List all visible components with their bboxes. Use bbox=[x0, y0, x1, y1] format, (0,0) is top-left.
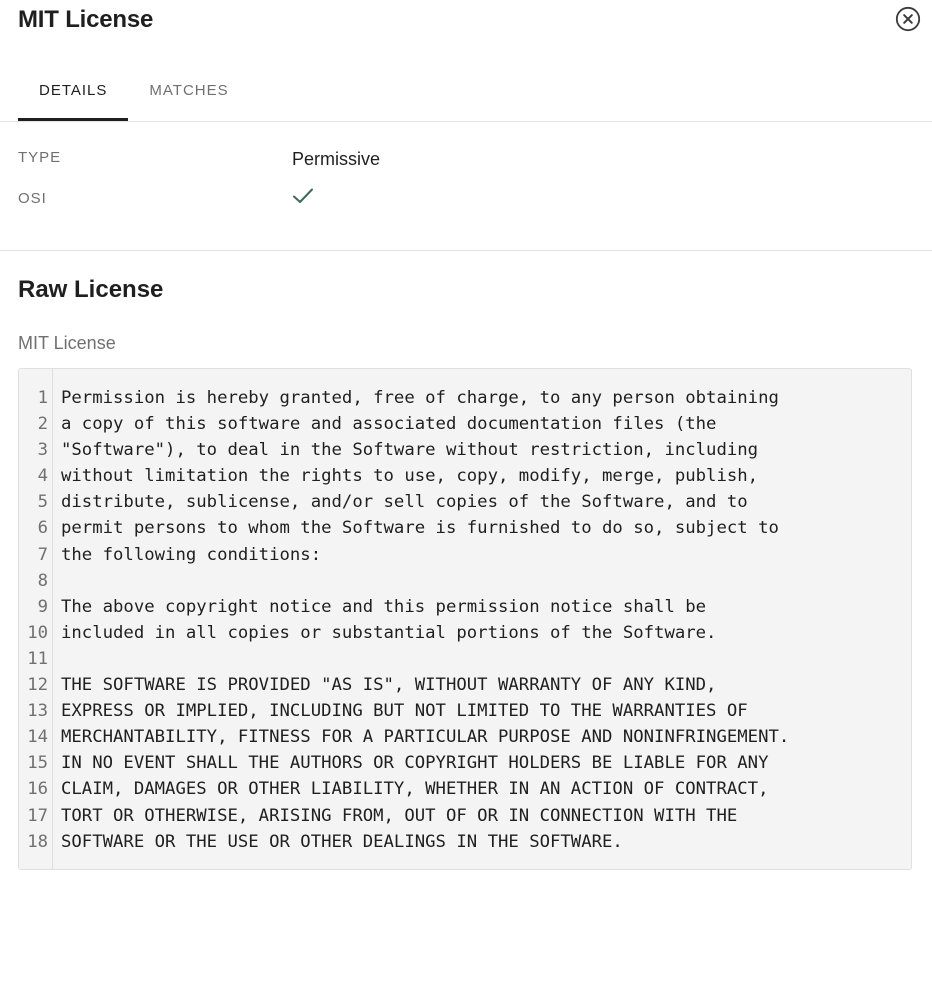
line-number: 2 bbox=[37, 414, 48, 435]
line-number: 1 bbox=[37, 388, 48, 408]
osi-value bbox=[292, 190, 314, 213]
line-number: 10 bbox=[27, 622, 48, 643]
close-circle-icon[interactable] bbox=[895, 6, 921, 32]
checkmark-icon bbox=[292, 187, 314, 205]
line-text: THE SOFTWARE IS PROVIDED "AS IS", WITHOUT WARRANTY OF ANY KIND, bbox=[61, 675, 717, 696]
line-text: "Software"), to deal in the Software without restriction, including bbox=[61, 440, 759, 461]
close-button[interactable] bbox=[895, 6, 921, 32]
raw-license-title: Raw License bbox=[18, 276, 164, 303]
line-number: 6 bbox=[37, 518, 48, 539]
license-code-block[interactable] bbox=[18, 368, 912, 870]
line-number: 4 bbox=[37, 466, 48, 487]
line-text: the following conditions: bbox=[61, 544, 322, 565]
code-line bbox=[19, 542, 911, 568]
page-title: MIT License bbox=[18, 6, 154, 33]
code-line bbox=[19, 385, 911, 411]
line-number: 3 bbox=[37, 440, 48, 461]
line-text: without limitation the rights to use, copy, modify, merge, publish, bbox=[61, 466, 759, 487]
code-lines bbox=[19, 385, 911, 855]
license-properties bbox=[18, 140, 932, 222]
line-number: 15 bbox=[27, 753, 48, 774]
code-line bbox=[19, 463, 911, 489]
code-line bbox=[19, 803, 911, 829]
line-number: 5 bbox=[37, 492, 48, 513]
line-text: included in all copies or substantial portions of the Software. bbox=[61, 622, 717, 643]
code-line bbox=[19, 829, 911, 855]
panel-header bbox=[0, 0, 932, 60]
tab-bar bbox=[18, 60, 932, 121]
code-line bbox=[19, 724, 911, 750]
line-number: 18 bbox=[27, 831, 48, 852]
code-line bbox=[19, 594, 911, 620]
line-text: EXPRESS OR IMPLIED, INCLUDING BUT NOT LIMITED TO THE WARRANTIES OF bbox=[61, 701, 748, 722]
code-line bbox=[19, 568, 911, 594]
line-text: IN NO EVENT SHALL THE AUTHORS OR COPYRIGHT HOLDERS BE LIABLE FOR ANY bbox=[61, 753, 769, 774]
line-text: distribute, sublicense, and/or sell copies of the Software, and to bbox=[61, 492, 748, 513]
line-text: MERCHANTABILITY, FITNESS FOR A PARTICULAR PURPOSE AND NONINFRINGEMENT. bbox=[61, 727, 790, 748]
tab-label: MATCHES bbox=[149, 82, 229, 99]
line-number: 8 bbox=[37, 570, 48, 591]
line-text: CLAIM, DAMAGES OR OTHER LIABILITY, WHETHER IN AN ACTION OF CONTRACT, bbox=[61, 779, 769, 800]
tabs-divider bbox=[0, 121, 932, 122]
property-row-type bbox=[18, 140, 932, 181]
code-line bbox=[19, 750, 911, 776]
tab-label: DETAILS bbox=[39, 82, 108, 99]
property-row-osi bbox=[18, 181, 932, 222]
line-number: 14 bbox=[27, 727, 48, 748]
code-line bbox=[19, 489, 911, 515]
code-line bbox=[19, 698, 911, 724]
line-text: SOFTWARE OR THE USE OR OTHER DEALINGS IN THE SOFTWARE. bbox=[61, 831, 623, 852]
property-key: TYPE bbox=[18, 149, 62, 166]
line-number: 12 bbox=[27, 675, 48, 696]
line-number: 17 bbox=[27, 805, 48, 826]
raw-license-subtitle: MIT License bbox=[18, 333, 116, 353]
code-line bbox=[19, 646, 911, 672]
code-line bbox=[19, 776, 911, 802]
line-text: Permission is hereby granted, free of charge, to any person obtaining bbox=[61, 388, 779, 408]
line-number: 7 bbox=[37, 544, 48, 565]
property-key: OSI bbox=[18, 190, 47, 207]
line-text: permit persons to whom the Software is furnished to do so, subject to bbox=[61, 518, 779, 539]
code-line bbox=[19, 437, 911, 463]
line-number: 11 bbox=[27, 648, 48, 669]
line-number: 16 bbox=[27, 779, 48, 800]
line-number: 9 bbox=[37, 596, 48, 617]
line-number: 13 bbox=[27, 701, 48, 722]
property-value: Permissive bbox=[292, 149, 381, 169]
code-line bbox=[19, 672, 911, 698]
code-line bbox=[19, 411, 911, 437]
section-divider bbox=[0, 250, 932, 251]
tab-details[interactable] bbox=[18, 60, 128, 121]
line-text: TORT OR OTHERWISE, ARISING FROM, OUT OF OR IN CONNECTION WITH THE bbox=[61, 805, 738, 826]
tab-matches[interactable] bbox=[128, 60, 249, 121]
code-line bbox=[19, 515, 911, 541]
line-text: a copy of this software and associated documentation files (the bbox=[61, 414, 717, 435]
code-line bbox=[19, 620, 911, 646]
line-text: The above copyright notice and this permission notice shall be bbox=[61, 596, 707, 617]
